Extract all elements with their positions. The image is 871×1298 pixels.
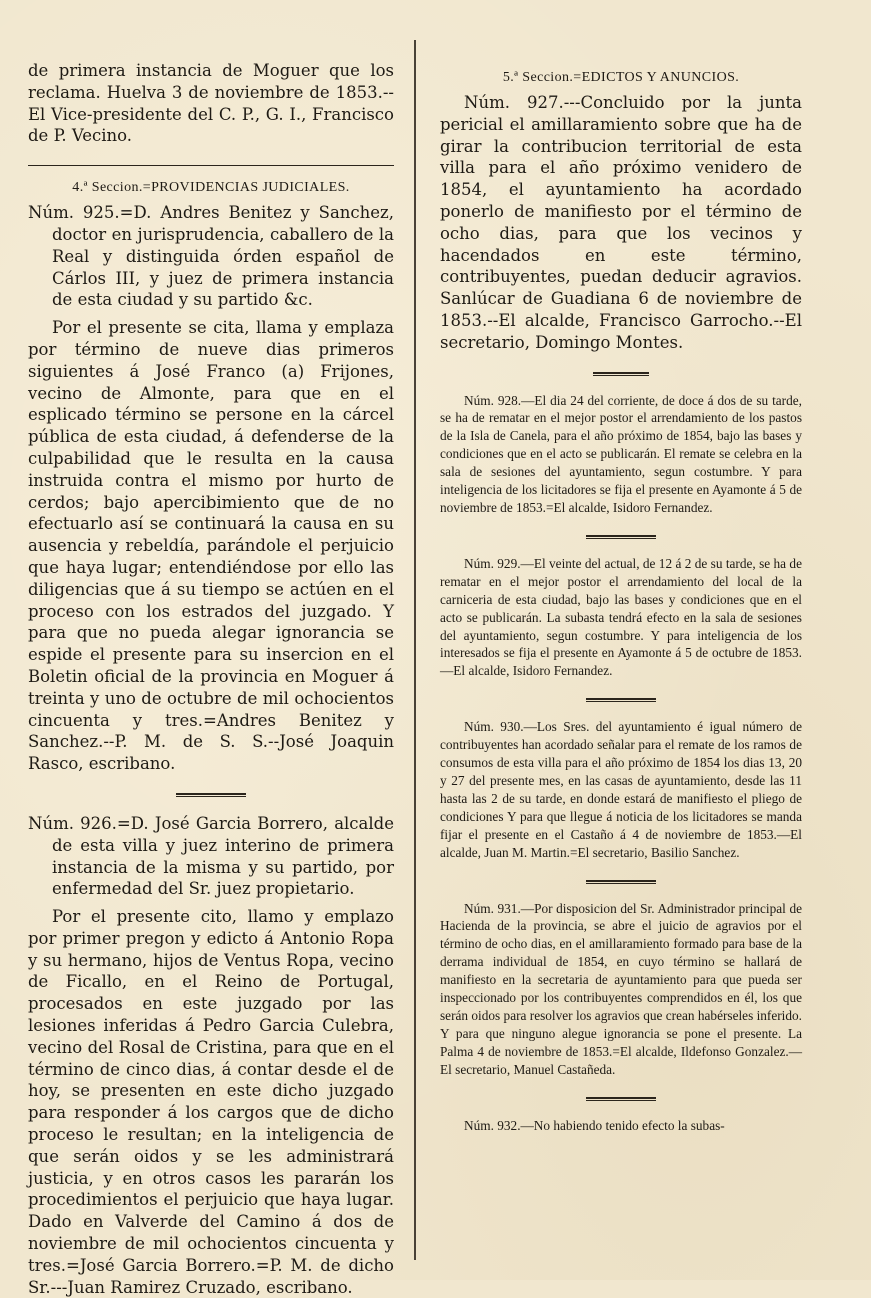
- notice-930: Núm. 930.—Los Sres. del ayuntamiento é igual número de contribuyentes han acordado señalar para el remate de los ramos de consumos de esta villa para el año próximo de 1854 los dias 13, 20 y 27 del presente mes, en las casas de ayuntamiento, desde las 11 hasta las 2 de su tarde, en donde estará de manifiesto el pliego de condiciones Y para que llegue á noticia de los licitadores se manda fijar el presente en el Castaño á 4 de noviembre de 1853.—El alcalde, Juan M. Martin.=El secretario, Basilio Sanchez.: [440, 719, 802, 860]
- ornament-divider: [586, 880, 656, 884]
- notice-926-heading: Núm. 926.=D. José Garcia Borrero, alcalde de esta villa y juez interino de primera instancia de la misma y su partido, por enfermedad del Sr. juez propietario.: [28, 813, 394, 899]
- ornament-divider: [593, 372, 649, 376]
- ornament-divider: [586, 1097, 656, 1101]
- notice-931: Núm. 931.—Por disposicion del Sr. Administrador principal de Hacienda de la provincia, se abre el juicio de agravios por el término de ocho dias, en el amillaramiento formado para base de la derrama individual de 1854, en cuyo término se hallará de manifiesto en la secretaria de ayuntamiento para que pueda ser inspeccionado por los contribuyentes comprendidos en él, los que serán oidos para resolver los agravios que crean habérseles inferido. Y para que ninguno alegue ignorancia se pone el presente. La Palma 4 de noviembre de 1853.=El alcalde, Ildefonso Gonzalez.—El secretario, Manuel Castañeda.: [440, 900, 802, 1077]
- section-rule: [28, 165, 394, 166]
- right-column: [440, 0, 802, 1280]
- notice-929: Núm. 929.—El veinte del actual, de 12 á 2 de su tarde, se ha de rematar en el mejor postor el arrendamiento del local de la carniceria de esta ciudad, bajo las bases y condiciones que en el acto se publicarán. La subasta tendrá efecto en la sala de sesiones del ayuntamiento, segun costumbre. Y para inteligencia de los interesados se fija el presente en Ayamonte á 5 de octubre de 1853.—El alcalde, Isidoro Fernandez.: [440, 555, 802, 679]
- column-divider: [414, 40, 416, 1260]
- notice-925-heading: Núm. 925.=D. Andres Benitez y Sanchez, doctor en jurisprudencia, caballero de la Real y distinguida órden español de Cárlos III, y juez de primera instancia de esta ciudad y su partido &c.: [28, 203, 394, 310]
- ornament-divider: [176, 793, 246, 797]
- notice-927: Núm. 927.---Concluido por la junta pericial el amillaramiento sobre que ha de girar la contribucion territorial de esta villa para el año próximo venidero de 1854, el ayuntamiento ha acordado ponerlo de manifiesto por el término de ocho dias, para que los vecinos y hacendados en este término, contribuyentes, puedan deducir agravios. Sanlúcar de Guadiana 6 de noviembre de 1853.--El alcalde, Francisco Garrocho.--El secretario, Domingo Montes.: [440, 93, 802, 352]
- notice-932-start: Núm. 932.—No habiendo tenido efecto la subas-: [464, 1117, 725, 1133]
- ornament-divider: [586, 698, 656, 702]
- left-column: [28, 0, 394, 1297]
- notice-928: Núm. 928.—El dia 24 del corriente, de doce á dos de su tarde, se ha de rematar en el mejor postor el arrendamiento de los pastos de la Isla de Canela, para el año próximo de 1854, bajo las bases y condiciones que en el acto se publicarán. El remate se celebra en la sala de sesiones del ayuntamiento, segun costumbre. Y para inteligencia de los licitadores se fija el presente en Ayamonte á 5 de noviembre de 1853.=El alcalde, Isidoro Fernandez.: [440, 392, 802, 515]
- carryover-text: de primera instancia de Moguer que los reclama. Huelva 3 de noviembre de 1853.--El Vice-presidente del C. P., G. I., Francisco de P. Vecino.: [28, 61, 394, 146]
- section-4-title: 4.ª Seccion.=PROVIDENCIAS JUDICIALES.: [72, 180, 350, 196]
- notice-925-body: Por el presente se cita, llama y emplaza por término de nueve dias primeros siguientes á José Franco (a) Frijones, vecino de Almonte, para que en el esplicado término se persone en la cárcel pública de esta ciudad, á defenderse de la culpabilidad que le resulta en la causa instruida contra el mismo por hurto de cerdos; bajo apercibimiento que de no efectuarlo así se continuará la causa en su ausencia y rebeldía, parándole el perjuicio que haya lugar; entendiéndose por ello las diligencias que á su tiempo se actúen en el proceso con los estrados del juzgado. Y para que no pueda alegar ignorancia se espide el presente para su insercion en el Boletin oficial de la provincia en Moguer á treinta y uno de octubre de mil ochocientos cincuenta y tres.=Andres Benitez y Sanchez.--P. M. de S. S.--José Joaquin Rasco, escribano.: [28, 318, 394, 774]
- notice-926-body: Por el presente cito, llamo y emplazo por primer pregon y edicto á Antonio Ropa y su hermano, hijos de Ventus Ropa, vecino de Ficallo, en el Reino de Portugal, procesados en este juzgado por las lesiones inferidas á Pedro Garcia Culebra, vecino del Rosal de Cristina, para que en el término de cinco dias, á contar desde el de hoy, se presenten en este dicho juzgado para responder á los cargos que de dicho proceso le resultan; en la inteligencia de que serán oidos y se les administrará justicia, y en otros casos les pararán los procedimientos el perjuicio que haya lugar. Dado en Valverde del Camino á dos de noviembre de mil ochocientos cincuenta y tres.=José Garcia Borrero.=P. M. de dicho Sr.---Juan Ramirez Cruzado, escribano.: [28, 907, 394, 1297]
- section-5-title: 5.ª Seccion.=EDICTOS Y ANUNCIOS.: [502, 70, 740, 85]
- ornament-divider: [586, 535, 656, 539]
